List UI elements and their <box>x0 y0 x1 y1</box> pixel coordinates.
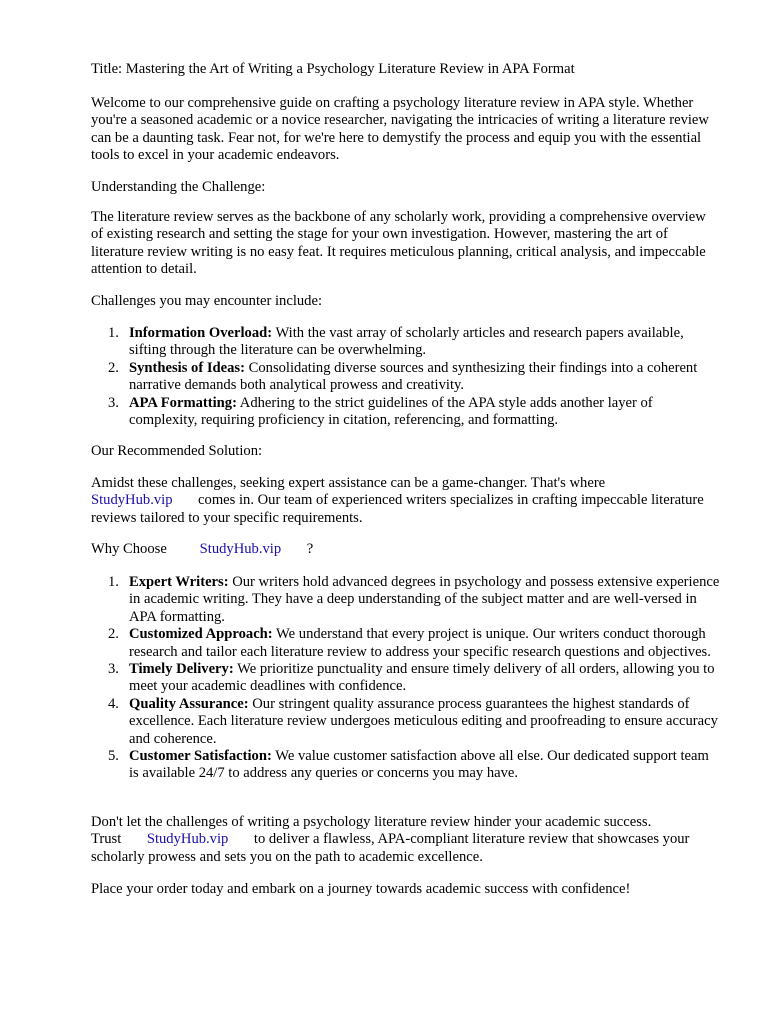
final-call-to-action: Place your order today and embark on a journey towards academic success with confidence! <box>91 881 631 897</box>
studyhub-link[interactable]: StudyHub.vip <box>91 492 173 509</box>
list-item <box>91 395 721 430</box>
closing-text-1: Don't let the challenges of writing a psychology literature review hinder your academic success. <box>91 814 652 830</box>
why-choose-text: Why Choose <box>91 541 167 557</box>
list-item-text: We understand that every project is unique. Our writers conduct thorough research and tailor each literature review to address your specific research questions and objectives. <box>129 626 711 660</box>
list-item-text: Adhering to the strict guidelines of the APA style adds another layer of complexity, requiring proficiency in citation, referencing, and formatting. <box>129 394 653 429</box>
list-item-lead: Quality Assurance: <box>129 695 249 712</box>
list-item <box>91 360 721 395</box>
list-number: 3. <box>108 661 119 678</box>
list-item-lead: Customer Satisfaction: <box>129 748 272 765</box>
list-item-text: Consolidating diverse sources and synthesizing their findings into a coherent narrative demands both analytical prowess and creativity. <box>129 359 698 394</box>
list-number: 2. <box>108 626 119 643</box>
list-number: 4. <box>108 695 119 712</box>
list-number: 2. <box>108 359 119 376</box>
list-item <box>91 661 721 696</box>
challenge-paragraph: The literature review serves as the backbone of any scholarly work, providing a comprehensive overview of existing research and setting the stage for your own investigation. However, mastering the art of literature review writing is no easy feat. It requires meticulous planning, critical analysis, and impeccable attention to detail. <box>91 209 706 278</box>
list-item <box>91 626 721 661</box>
list-number: 1. <box>108 325 119 341</box>
list-item-text: Our stringent quality assurance process guarantees the highest standards of excellence. Each literature review undergoes meticulous editing and proofreading to ensure accuracy and coherence. <box>129 695 718 747</box>
list-item-lead: Information Overload: <box>129 325 273 341</box>
closing-text-2: to deliver a flawless, APA-compliant literature review that showcases your scholarly prowess and sets you on the path to academic excellence. <box>91 831 690 865</box>
challenge-heading: Understanding the Challenge: <box>91 179 266 195</box>
studyhub-link[interactable]: StudyHub.vip <box>146 831 229 848</box>
list-item-lead: Expert Writers: <box>129 574 229 590</box>
list-item-text: Our writers hold advanced degrees in psychology and possess extensive experience in academic writing. They have a deep understanding of the subject matter and are well-versed in APA formatting. <box>129 574 720 625</box>
list-item-lead: Customized Approach: <box>129 626 273 643</box>
solution-text-post: comes in. Our team of experienced writers specializes in crafting impeccable literature reviews tailored to your specific requirements. <box>91 492 704 526</box>
list-item <box>91 696 721 748</box>
list-number: 3. <box>108 394 119 411</box>
reasons-list <box>91 574 721 783</box>
list-item-text: With the vast array of scholarly articles and research papers available, sifting through the literature can be overwhelming. <box>129 325 684 359</box>
challenges-intro: Challenges you may encounter include: <box>91 293 322 309</box>
intro-paragraph: Welcome to our comprehensive guide on crafting a psychology literature review in APA style. Whether you're a seasoned academic or a novice researcher, navigating the intricacies of writing a literature review can be a daunting task. Fear not, for we're here to demystify the process and equip you with the essential tools to excel in your academic endeavors. <box>91 95 709 164</box>
list-item <box>91 325 721 360</box>
list-item <box>91 574 721 626</box>
list-item-lead: Synthesis of Ideas: <box>129 359 245 376</box>
closing-trust-text: Trust <box>91 831 122 848</box>
studyhub-link[interactable]: StudyHub.vip <box>199 541 282 557</box>
list-item-lead: Timely Delivery: <box>129 661 234 678</box>
solution-paragraph <box>91 475 721 527</box>
list-number: 5. <box>108 748 119 765</box>
list-item <box>91 748 721 783</box>
closing-paragraph <box>91 814 721 866</box>
solution-text-pre: Amidst these challenges, seeking expert assistance can be a game-changer. That's where <box>91 475 606 491</box>
list-item-text: We value customer satisfaction above all else. Our dedicated support team is available 24/7 to address any queries or concerns you may have. <box>129 748 709 782</box>
why-choose-heading <box>91 541 721 558</box>
why-choose-question-mark: ? <box>306 541 314 557</box>
document-title: Title: Mastering the Art of Writing a Psychology Literature Review in APA Format <box>91 61 575 77</box>
list-item-lead: APA Formatting: <box>129 394 237 411</box>
challenges-list <box>91 325 721 429</box>
list-item-text: We prioritize punctuality and ensure timely delivery of all orders, allowing you to meet your academic deadlines with confidence. <box>129 661 715 695</box>
list-number: 1. <box>108 574 119 590</box>
solution-heading: Our Recommended Solution: <box>91 443 263 459</box>
